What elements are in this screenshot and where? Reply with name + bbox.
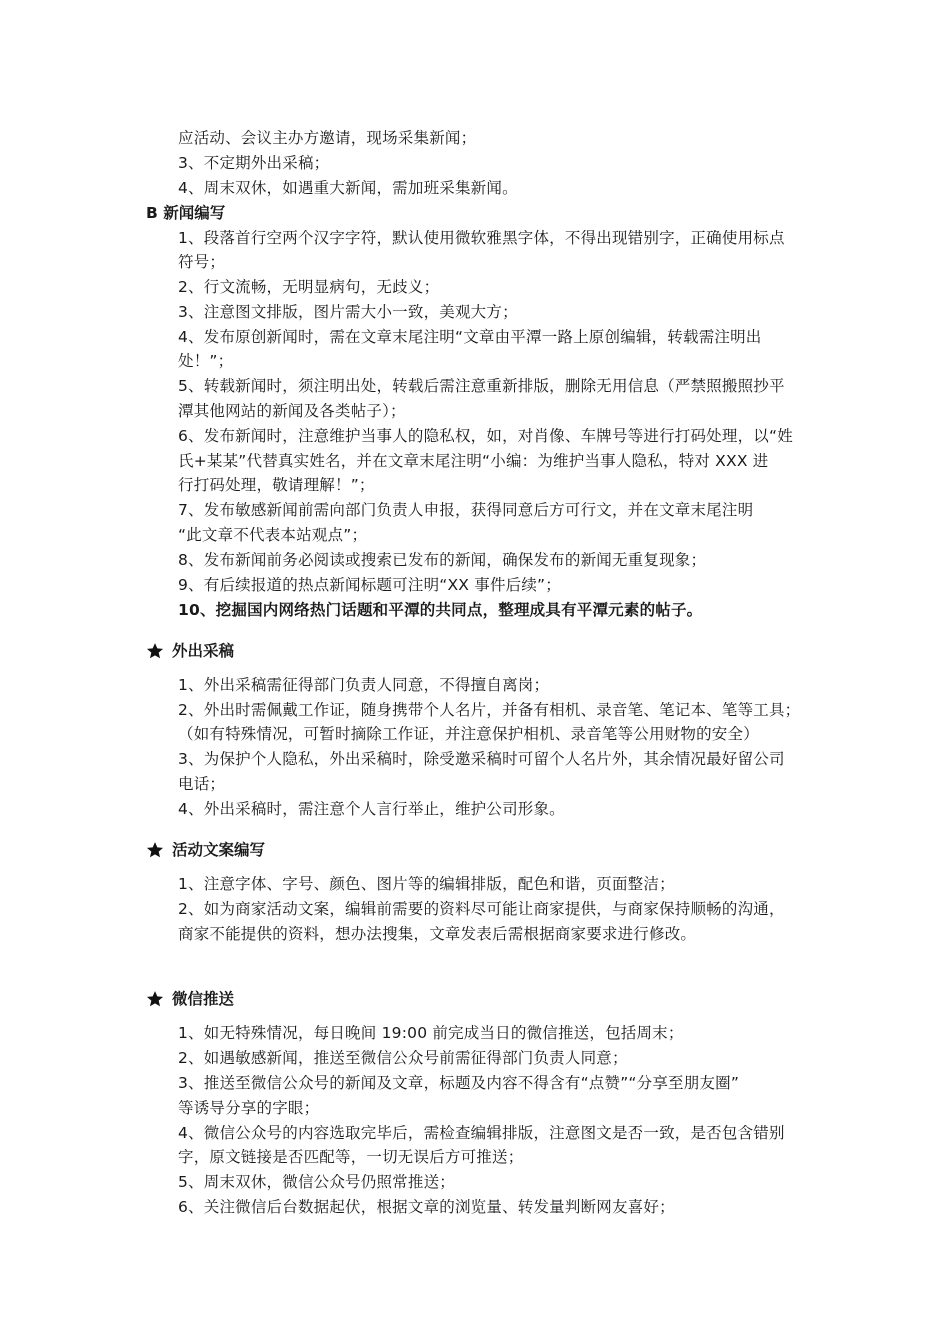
section-wechat-line: 字，原文链接是否匹配等，一切无误后方可推送； (178, 1148, 524, 1166)
section-b-heading (146, 203, 225, 223)
intro-line: 4、周末双休，如遇重大新闻，需加班采集新闻。 (178, 179, 518, 197)
section-b-line: 1、段落首行空两个汉字字符，默认使用微软雅黑字体，不得出现错别字，正确使用标点 (178, 229, 785, 247)
section-b-line: 9、有后续报道的热点新闻标题可注明“XX 事件后续”； (178, 576, 561, 594)
section-outing-line: 3、为保护个人隐私，外出采稿时，除受邀采稿时可留个人名片外，其余情况最好留公司 (178, 750, 785, 768)
intro-line: 3、不定期外出采稿； (178, 154, 330, 172)
section-outing-line: 2、外出时需佩戴工作证，随身携带个人名片，并备有相机、录音笔、笔记本、笔等工具； (178, 701, 801, 719)
section-wechat-line: 4、微信公众号的内容选取完毕后，需检查编辑排版，注意图文是否一致，是否包含错别 (178, 1124, 785, 1142)
section-wechat-line: 2、如遇敏感新闻，推送至微信公众号前需征得部门负责人同意； (178, 1049, 628, 1067)
section-b-line: 2、行文流畅，无明显病句，无歧义； (178, 278, 440, 296)
section-b-line: 7、发布敏感新闻前需向部门负责人申报，获得同意后方可行文，并在文章末尾注明 (178, 501, 754, 519)
section-wechat-line: 5、周末双休，微信公众号仍照常推送； (178, 1173, 455, 1191)
star-icon (146, 990, 164, 1008)
section-outing-line: 1、外出采稿需征得部门负责人同意，不得擅自离岗； (178, 676, 550, 694)
section-wechat-line: 6、关注微信后台数据起伏，根据文章的浏览量、转发量判断网友喜好； (178, 1198, 675, 1216)
section-wechat-title: 微信推送 (172, 990, 235, 1008)
section-outing-title: 外出采稿 (172, 642, 235, 660)
section-b-line: 潭其他网站的新闻及各类帖子）； (178, 402, 406, 420)
section-b-line: 10、挖掘国内网络热门话题和平潭的共同点，整理成具有平潭元素的帖子。 (178, 601, 703, 619)
section-activity-heading (146, 840, 265, 860)
section-b-line: “此文章不代表本站观点”； (178, 526, 368, 544)
section-b-line: 处！”； (178, 352, 234, 370)
star-icon (146, 642, 164, 660)
section-b-line: 6、发布新闻时，注意维护当事人的隐私权，如，对肖像、车牌号等进行打码处理，以“姓 (178, 427, 793, 445)
section-b-line: 行打码处理，敬请理解！”； (178, 476, 375, 494)
section-b-line: 8、发布新闻前务必阅读或搜索已发布的新闻，确保发布的新闻无重复现象； (178, 551, 707, 569)
section-outing-line: （如有特殊情况，可暂时摘除工作证，并注意保护相机、录音笔等公用财物的安全） (178, 725, 759, 743)
section-b-line: 4、发布原创新闻时，需在文章末尾注明“文章由平潭一路上原创编辑，转载需注明出 (178, 328, 762, 346)
star-icon (146, 841, 164, 859)
section-outing-line: 电话； (178, 775, 226, 793)
section-wechat-line: 1、如无特殊情况，每日晚间 19:00 前完成当日的微信推送，包括周末； (178, 1024, 684, 1042)
section-b-line: 5、转载新闻时，须注明出处，转载后需注意重新排版，删除无用信息（严禁照搬照抄平 (178, 377, 785, 395)
section-b-line: 氏+某某”代替真实姓名，并在文章末尾注明“小编：为维护当事人隐私，特对 XXX 进 (178, 452, 769, 470)
section-outing-heading (146, 641, 234, 661)
section-activity-line: 2、如为商家活动文案，编辑前需要的资料尽可能让商家提供，与商家保持顺畅的沟通， (178, 900, 785, 918)
section-b-title: B 新闻编写 (146, 204, 226, 222)
section-activity-title: 活动文案编写 (172, 841, 266, 859)
section-wechat-line: 等诱导分享的字眼； (178, 1099, 320, 1117)
section-outing-line: 4、外出采稿时，需注意个人言行举止，维护公司形象。 (178, 800, 565, 818)
section-activity-line: 1、注意字体、字号、颜色、图片等的编辑排版，配色和谐，页面整洁； (178, 875, 675, 893)
section-wechat-line: 3、推送至微信公众号的新闻及文章，标题及内容不得含有“点赞”“分享至朋友圈” (178, 1074, 740, 1092)
section-b-line: 符号； (178, 253, 226, 271)
section-b-line: 3、注意图文排版，图片需大小一致，美观大方； (178, 303, 518, 321)
intro-line: 应活动、会议主办方邀请，现场采集新闻； (178, 129, 477, 147)
section-wechat-heading (146, 989, 234, 1009)
section-activity-line: 商家不能提供的资料，想办法搜集，文章发表后需根据商家要求进行修改。 (178, 925, 697, 943)
